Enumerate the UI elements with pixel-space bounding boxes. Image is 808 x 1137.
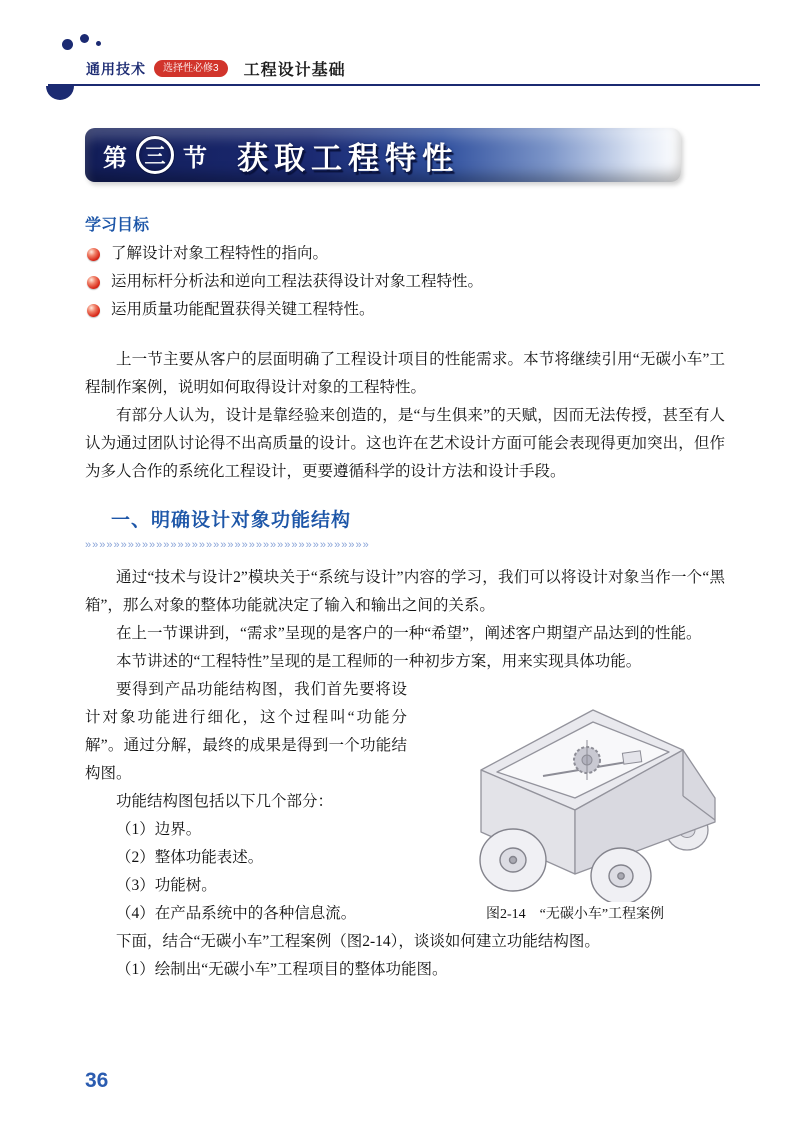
list-item: （1）边界。 — [116, 821, 202, 838]
chevron-divider: »»»»»»»»»»»»»»»»»»»»»»»»»»»»»»»»»»»»»»»» — [85, 539, 370, 551]
section-title: 获取工程特性 — [237, 140, 459, 176]
objective-text: 运用标杆分析法和逆向工程法获得设计对象工程特性。 — [111, 273, 484, 290]
objective-text: 运用质量功能配置获得关键工程特性。 — [111, 301, 375, 318]
paragraph: 下面，结合“无碳小车”工程案例（图2-14），谈谈如何建立功能结构图。 — [116, 933, 600, 950]
banner-suffix: 节 — [183, 144, 207, 172]
dot-icon — [80, 34, 89, 43]
red-bullet-icon — [87, 304, 100, 317]
paragraph: 通过“技术与设计2”模块关于“系统与设计”内容的学习，我们可以将设计对象当作一个“黑箱”，那么对象的整体功能就决定了输入和输出之间的关系。 — [85, 569, 725, 614]
section-banner — [85, 128, 681, 182]
dot-icon — [96, 41, 101, 46]
paragraph: （1）绘制出“无碳小车”工程项目的整体功能图。 — [116, 961, 448, 978]
header-divider — [48, 84, 760, 86]
paragraph: 要得到产品功能结构图，我们首先要将设计对象功能进行细化，这个过程叫“功能分解”。通过分解，最终的成果是得到一个功能结构图。 — [85, 681, 407, 782]
spacer — [85, 486, 725, 500]
dots-decoration-icon — [62, 34, 112, 54]
page-number: 36 — [85, 1069, 109, 1092]
paragraph: 功能结构图包括以下几个部分： — [116, 793, 334, 810]
objectives-heading: 学习目标 — [85, 217, 150, 234]
list-item: （4）在产品系统中的各种信息流。 — [116, 905, 357, 922]
red-bullet-icon — [87, 276, 100, 289]
paragraph: 上一节主要从客户的层面明确了工程设计项目的性能需求。本节将继续引用“无碳小车”工程制作案例，说明如何取得设计对象的工程特性。 — [85, 351, 725, 396]
half-circle-decoration — [46, 86, 74, 100]
subject-label: 通用技术 — [86, 60, 146, 77]
spacer — [85, 324, 725, 346]
list-item: （3）功能树。 — [116, 877, 217, 894]
cart-figure-image — [425, 680, 725, 902]
paragraph: 在上一节课讲到，“需求”呈现的是客户的一种“希望”，阐述客户期望产品达到的性能。 — [116, 625, 702, 642]
subsection-heading: 一、明确设计对象功能结构 — [111, 510, 352, 531]
objective-item — [85, 268, 725, 296]
objective-item — [85, 296, 725, 324]
figure-caption: 图2-14 “无碳小车”工程案例 — [485, 907, 665, 922]
section-number-circle: 三 — [136, 136, 174, 174]
page-header — [86, 57, 346, 80]
book-title: 工程设计基础 — [243, 62, 346, 79]
edition-badge: 选择性必修3 — [154, 60, 228, 77]
paragraph: 本节讲述的“工程特性”呈现的是工程师的一种初步方案，用来实现具体功能。 — [116, 653, 642, 670]
banner-prefix: 第 — [103, 144, 127, 172]
list-item: （2）整体功能表述。 — [116, 849, 264, 866]
objective-text: 了解设计对象工程特性的指向。 — [111, 245, 329, 262]
objective-item — [85, 240, 725, 268]
paragraph: 有部分人认为，设计是靠经验来创造的，是“与生俱来”的天赋，因而无法传授，甚至有人认为通过团队讨论得不出高质量的设计。这也许在艺术设计方面可能会表现得更加突出，但作为多人合作的系统化工程设计，更要遵循科学的设计方法和设计手段。 — [85, 407, 725, 480]
dot-icon — [62, 39, 73, 50]
page-content — [85, 212, 725, 984]
figure-2-14 — [425, 680, 725, 926]
red-bullet-icon — [87, 248, 100, 261]
